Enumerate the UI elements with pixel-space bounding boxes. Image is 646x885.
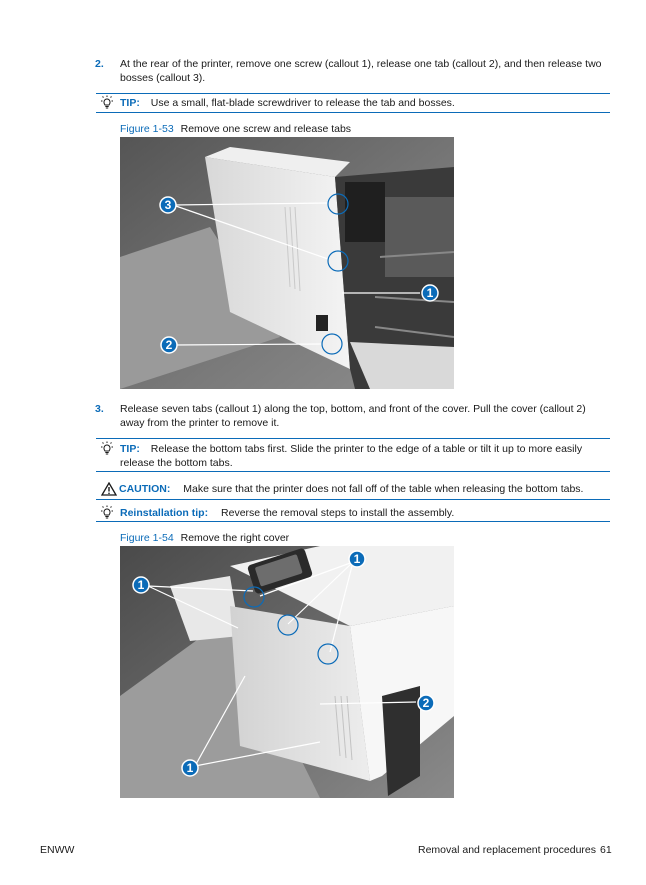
callout-label: 2	[422, 696, 430, 710]
caution-label: CAUTION:	[119, 483, 171, 495]
figure-1-53-image	[120, 137, 454, 389]
caution-text: Make sure that the printer does not fall off of the table when releasing the bottom tabs.	[183, 483, 584, 495]
tip-rule-top	[96, 438, 610, 439]
tip-text: Use a small, flat-blade screwdriver to release the tab and bosses.	[150, 97, 455, 109]
figure-number: Figure 1-53	[120, 123, 174, 135]
callout-label: 1	[426, 286, 434, 300]
callout-label: 1	[137, 578, 145, 592]
figure-caption: Remove one screw and release tabs	[180, 123, 352, 135]
tip-label: TIP:	[120, 443, 140, 455]
warning-triangle-icon	[101, 482, 117, 496]
callout-label: 2	[165, 338, 173, 352]
tip-rule-bottom	[96, 471, 610, 472]
reinstall-rule	[96, 521, 610, 522]
figure-number: Figure 1-54	[120, 532, 174, 544]
step-text: At the rear of the printer, remove one screw (callout 1), release one tab (callout 2), and then release two bosses (callout 3).	[120, 58, 602, 85]
caution-rule	[96, 499, 610, 500]
lightbulb-icon	[100, 95, 114, 109]
callout-label: 1	[353, 552, 361, 566]
step-number: 3.	[95, 403, 104, 415]
tip-label: TIP:	[120, 97, 140, 109]
callout-label: 1	[186, 761, 194, 775]
step-number: 2.	[95, 58, 104, 70]
tip-rule-top	[96, 93, 610, 94]
figure-caption: Remove the right cover	[180, 532, 290, 544]
step-text: Release seven tabs (callout 1) along the top, bottom, and front of the cover. Pull the cover (callout 2) away from the printer to remove it.	[120, 403, 586, 430]
tip-text: Release the bottom tabs first. Slide the printer to the edge of a table or tilt it up to more easily release the bottom tabs.	[120, 443, 583, 470]
lightbulb-icon	[100, 505, 114, 519]
callout-label: 3	[164, 198, 172, 212]
reinstall-text: Reverse the removal steps to install the assembly.	[221, 507, 455, 519]
page-number: 61	[600, 844, 612, 856]
footer-section: Removal and replacement procedures	[418, 844, 597, 856]
reinstall-label: Reinstallation tip:	[120, 507, 209, 519]
footer-left: ENWW	[40, 844, 75, 856]
figure-1-54-image	[120, 546, 454, 798]
tip-rule-bottom	[96, 112, 610, 113]
lightbulb-icon	[100, 441, 114, 455]
